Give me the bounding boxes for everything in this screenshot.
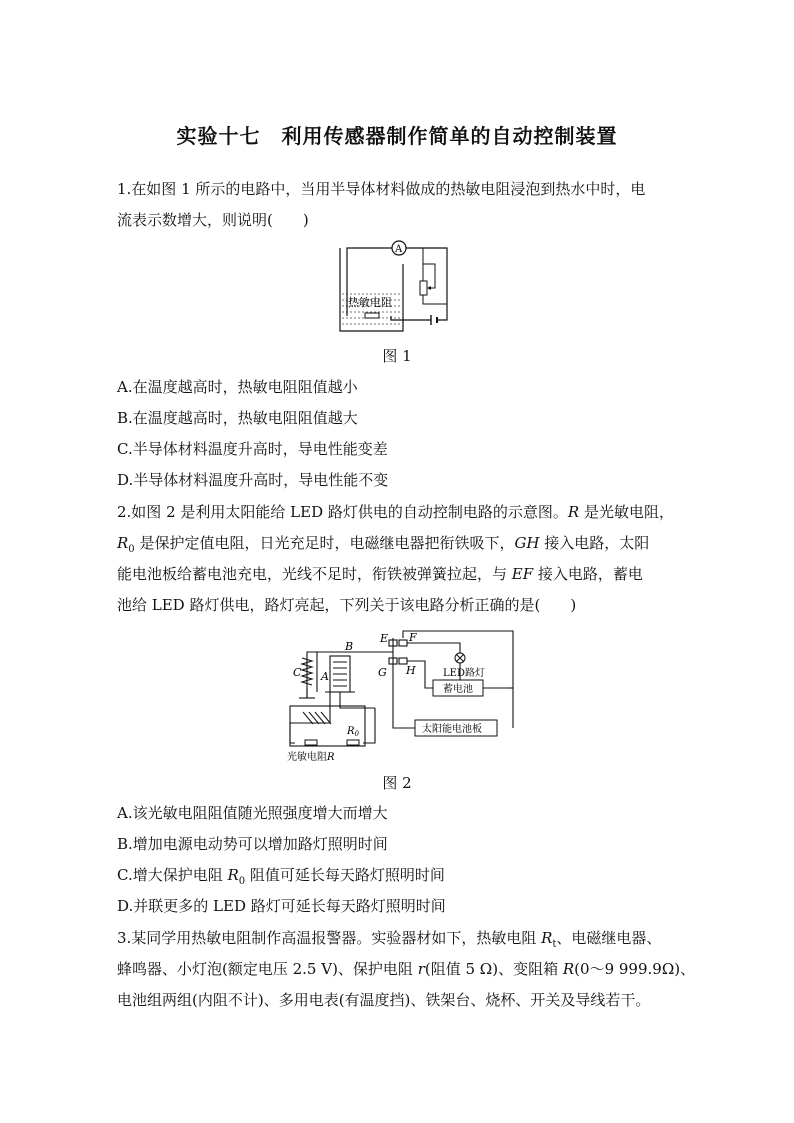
figure-1-caption: 图 1 [382, 347, 412, 365]
q2-stem-line3: 能电池板给蓄电池充电，光线不足时，衔铁被弹簧拉起，与 EF 接入电路，蓄电 [117, 565, 643, 583]
q1-option-b: B.在温度越高时，热敏电阻阻值越大 [117, 409, 358, 427]
label-H: H [406, 664, 416, 677]
label-F: F [409, 631, 417, 644]
figure-1-circuit [335, 236, 455, 336]
q1-stem-line2: 流表示数增大，则说明( ) [117, 211, 309, 229]
q1-option-c: C.半导体材料温度升高时，导电性能变差 [117, 440, 388, 458]
label-battery: 蓄电池 [443, 684, 473, 695]
label-led: LED路灯 [443, 668, 485, 679]
q2-option-d: D.并联更多的 LED 路灯可延长每天路灯照明时间 [117, 897, 446, 915]
label-B: B [345, 640, 354, 653]
label-E: E [380, 632, 389, 645]
ammeter-label: A [395, 244, 403, 255]
q2-stem-line2: $R_0$ 是保护定值电阻，日光充足时，电磁继电器把衔铁吸下，GH 接入电路，太阳 [117, 534, 650, 555]
label-C: C [293, 666, 302, 679]
page-title: 实验十七 利用传感器制作简单的自动控制装置 [176, 124, 618, 148]
q2-option-a: A.该光敏电阻阻值随光照强度增大而增大 [117, 804, 388, 822]
thermistor-label: 热敏电阻 [348, 296, 392, 309]
label-solar: 太阳能电池板 [422, 724, 482, 735]
q3-stem-line2: 蜂鸣器、小灯泡(额定电压 2.5 V)、保护电阻 r(阻值 5 Ω)、变阻箱 R(0～9 999.9Ω)、 [117, 960, 696, 978]
figure-2-circuit [285, 628, 525, 763]
label-A: A [321, 670, 329, 683]
q2-stem-line1: 2.如图 2 是利用太阳能给 LED 路灯供电的自动控制电路的示意图。R 是光敏电阻， [117, 503, 674, 521]
q1-stem-line1: 1.在如图 1 所示的电路中，当用半导体材料做成的热敏电阻浸泡到热水中时，电 [117, 180, 646, 198]
label-G: G [378, 666, 387, 679]
q2-option-c: C.增大保护电阻 $R_0$ 阻值可延长每天路灯照明时间 [117, 866, 445, 887]
figure-2-caption: 图 2 [382, 774, 412, 792]
q2-stem-line4: 池给 LED 路灯供电，路灯亮起，下列关于该电路分析正确的是( ) [117, 596, 577, 614]
q1-option-a: A.在温度越高时，热敏电阻阻值越小 [117, 378, 358, 396]
label-photoresistor: 光敏电阻R [287, 752, 335, 763]
q3-stem-line3: 电池组两组(内阻不计)、多用电表(有温度挡)、铁架台、烧杯、开关及导线若干。 [117, 991, 651, 1009]
q1-option-d: D.半导体材料温度升高时，导电性能不变 [117, 471, 389, 489]
label-r0: $R_0$ [347, 726, 359, 738]
q2-option-b: B.增加电源电动势可以增加路灯照明时间 [117, 835, 388, 853]
q3-stem-line1: 3.某同学用热敏电阻制作高温报警器。实验器材如下，热敏电阻 $R_t$、电磁继电器、 [117, 929, 662, 950]
